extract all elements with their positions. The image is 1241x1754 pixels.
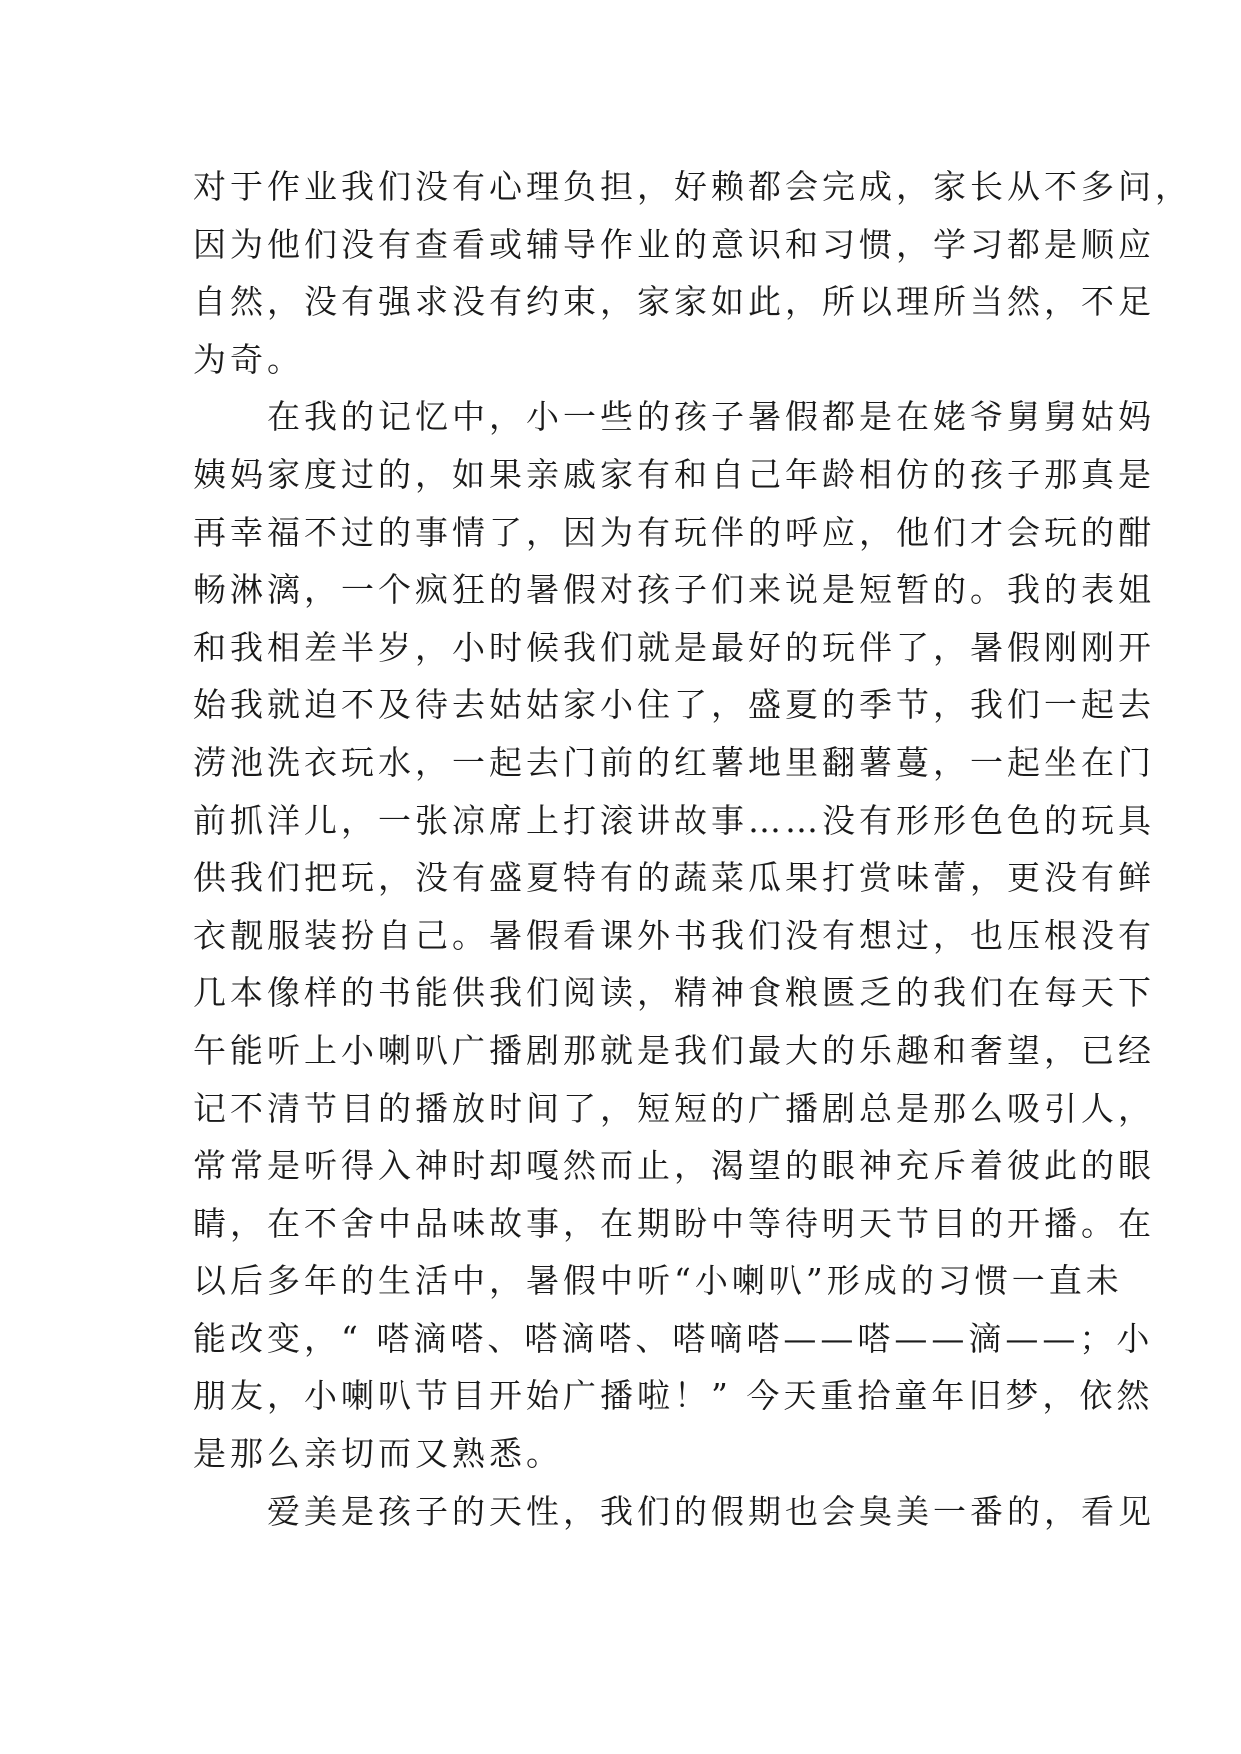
text-line: 再幸福不过的事情了，因为有玩伴的呼应，他们才会玩的酣 bbox=[193, 512, 1155, 552]
text-line: 记不清节目的播放时间了，短短的广播剧总是那么吸引人， bbox=[193, 1088, 1155, 1128]
text-line: 睛，在不舍中品味故事，在期盼中等待明天节目的开播。在 bbox=[193, 1203, 1155, 1243]
text-line: 衣靓服装扮自己。暑假看课外书我们没有想过，也压根没有 bbox=[193, 915, 1155, 955]
text-line: 涝池洗衣玩水，一起去门前的红薯地里翻薯蔓，一起坐在门 bbox=[193, 742, 1155, 782]
text-line: 午能听上小喇叭广播剧那就是我们最大的乐趣和奢望，已经 bbox=[193, 1030, 1155, 1070]
text-line: 能改变，“ 嗒滴嗒、嗒滴嗒、嗒嘀嗒——嗒——滴——；小 bbox=[193, 1318, 1154, 1358]
text-line: 几本像样的书能供我们阅读，精神食粮匮乏的我们在每天下 bbox=[193, 973, 1155, 1013]
text-line: 和我相差半岁，小时候我们就是最好的玩伴了，暑假刚刚开 bbox=[193, 627, 1155, 667]
text-line: 畅淋漓，一个疯狂的暑假对孩子们来说是短暂的。我的表姐 bbox=[193, 570, 1155, 610]
text-line: 姨妈家度过的，如果亲戚家有和自己年龄相仿的孩子那真是 bbox=[193, 454, 1155, 494]
text-line: 在我的记忆中，小一些的孩子暑假都是在姥爷舅舅姑妈 bbox=[193, 397, 1155, 437]
text-line: 为奇。 bbox=[193, 339, 304, 379]
text-line: 朋友，小喇叭节目开始广播啦！” 今天重拾童年旧梦，依然 bbox=[193, 1376, 1154, 1416]
text-line: 前抓洋儿，一张凉席上打滚讲故事……没有形形色色的玩具 bbox=[193, 800, 1155, 840]
text-line: 爱美是孩子的天性，我们的假期也会臭美一番的，看见 bbox=[193, 1491, 1155, 1531]
body-text bbox=[193, 158, 1192, 1540]
text-line: 对于作业我们没有心理负担，好赖都会完成，家长从不多问， bbox=[193, 167, 1192, 206]
text-line: 供我们把玩，没有盛夏特有的蔬菜瓜果打赏味蕾，更没有鲜 bbox=[193, 858, 1155, 898]
text-line: 以后多年的生活中，暑假中听“小喇叭”形成的习惯一直未 bbox=[193, 1261, 1123, 1301]
text-line: 是那么亲切而又熟悉。 bbox=[193, 1434, 563, 1474]
text-line: 常常是听得入神时却嘎然而止，渴望的眼神充斥着彼此的眼 bbox=[193, 1146, 1155, 1186]
text-line: 始我就迫不及待去姑姑家小住了，盛夏的季节，我们一起去 bbox=[193, 685, 1155, 725]
text-line: 因为他们没有查看或辅导作业的意识和习惯，学习都是顺应 bbox=[193, 224, 1155, 264]
text-line: 自然，没有强求没有约束，家家如此，所以理所当然，不足 bbox=[193, 282, 1155, 322]
